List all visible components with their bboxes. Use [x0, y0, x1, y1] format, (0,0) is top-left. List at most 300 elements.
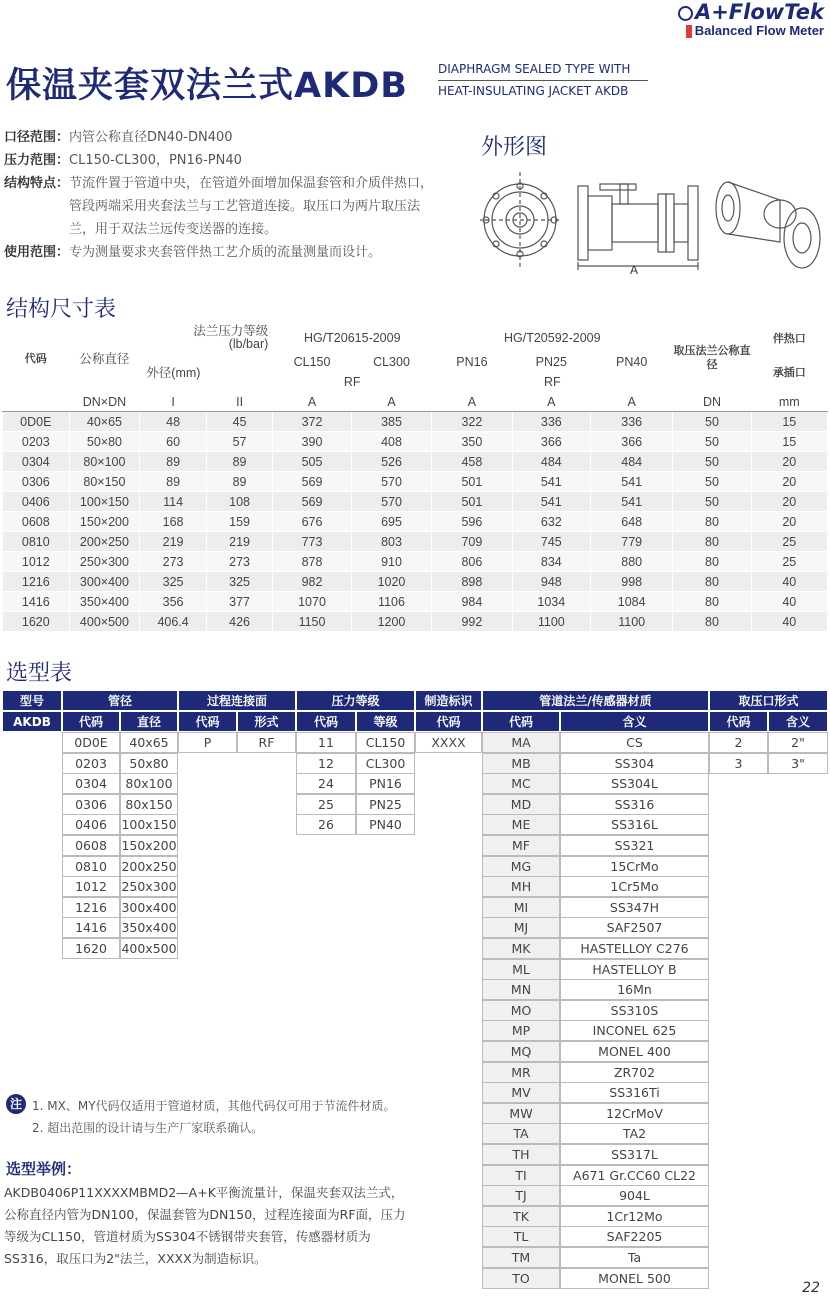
flange-3d-right — [784, 208, 820, 268]
flange-right — [688, 186, 698, 260]
drawing-title: 外形图 — [481, 135, 548, 160]
spec-item — [4, 241, 444, 264]
spec-value: 专为测量要求夹套管伴热工艺介质的流量测量而设计。 — [69, 245, 382, 260]
example-text: AKDB0406P11XXXXMBMD2—A+K平衡流量计，保温夹套双法兰式，公称直径内管为DN100，保温套管为DN150，过程连接面为RF面，压力等级为CL150，管道材质为SS304不锈钢带夹套管，传感器材质为SS316，取压口为2"法兰，XXXX为制造标识。 — [4, 1185, 406, 1266]
sel-header: 过程连接面 — [178, 690, 296, 711]
jacket-pipe — [612, 204, 658, 242]
material-code: MF — [482, 835, 560, 856]
pipe-size: 150x200 — [120, 835, 178, 856]
table-cell: 50×80 — [69, 432, 140, 452]
table-cell: 322 — [432, 412, 512, 432]
table-cell: 40 — [751, 572, 827, 592]
unit-a: A — [432, 392, 512, 412]
col-pn25: PN25 — [512, 352, 590, 372]
col-pressure-head — [140, 325, 273, 352]
table-cell: 1034 — [512, 592, 590, 612]
sel-section-title: 选型表 — [6, 661, 73, 686]
material-code: MH — [482, 876, 560, 897]
material-name: SS316 — [560, 794, 709, 815]
table-cell: 25 — [751, 552, 827, 572]
pressure-code: 26 — [296, 814, 356, 835]
table-row — [3, 572, 828, 592]
material-name: SS316L — [560, 814, 709, 835]
table-cell: 325 — [140, 572, 207, 592]
material-code: MN — [482, 979, 560, 1000]
sel-header: 管径 — [62, 690, 178, 711]
material-name: CS — [560, 732, 709, 753]
dim-label: A — [630, 263, 639, 277]
material-code: MJ — [482, 917, 560, 938]
material-name: SAF2507 — [560, 917, 709, 938]
table-cell: 0203 — [3, 432, 70, 452]
table-cell: 20 — [751, 492, 827, 512]
table-cell: 501 — [432, 472, 512, 492]
table-cell: 880 — [591, 552, 673, 572]
table-cell: 779 — [591, 532, 673, 552]
table-cell: 803 — [351, 532, 431, 552]
tap-code: 2 — [709, 732, 768, 753]
material-code: TA — [482, 1123, 560, 1144]
sel-header: 压力等级 — [296, 690, 415, 711]
table-cell: 80 — [673, 612, 751, 632]
table-cell: 426 — [206, 612, 272, 632]
table-cell: 709 — [432, 532, 512, 552]
col-code: 代码 — [3, 325, 70, 392]
pressure-grade: CL150 — [356, 732, 415, 753]
table-cell: 745 — [512, 532, 590, 552]
unit-a: A — [351, 392, 431, 412]
spec-value: 节流件置于管道中央，在管道外面增加保温套管和介质伴热口，管段两端采用夹套法兰与工艺管道连接。取压口为两片取压法兰，用于双法兰远传变送器的连接。 — [69, 176, 434, 237]
table-cell: 695 — [351, 512, 431, 532]
tap-code: 3 — [709, 753, 768, 774]
pressure-code: 25 — [296, 794, 356, 815]
table-cell: 408 — [351, 432, 431, 452]
english-subtitle — [438, 59, 648, 101]
material-code: MW — [482, 1103, 560, 1124]
spec-item — [4, 126, 444, 149]
sel-header: 型号 — [2, 690, 62, 711]
table-cell: 325 — [206, 572, 272, 592]
table-cell: 806 — [432, 552, 512, 572]
outline-drawing — [480, 170, 830, 280]
pressure-grade: PN40 — [356, 814, 415, 835]
table-cell: 273 — [140, 552, 207, 572]
pipe-size: 80x100 — [120, 773, 178, 794]
material-code: MR — [482, 1062, 560, 1083]
table-cell: 1150 — [273, 612, 351, 632]
unit-a: A — [591, 392, 673, 412]
spec-key: 口径范围： — [4, 130, 70, 145]
unit-a: A — [512, 392, 590, 412]
col-nominal: 公称直径 — [69, 325, 140, 392]
table-cell: 878 — [273, 552, 351, 572]
pipe-size: 350x400 — [120, 917, 178, 938]
pipe-code: 1620 — [62, 938, 120, 959]
table-cell: 80×150 — [69, 472, 140, 492]
pipe-code: 1216 — [62, 897, 120, 918]
unit-dn-tap: DN — [673, 392, 751, 412]
pressure-code: 24 — [296, 773, 356, 794]
spec-key: 使用范围： — [4, 245, 70, 260]
table-cell: 982 — [273, 572, 351, 592]
material-code: MP — [482, 1020, 560, 1041]
logo-tagline: Balanced Flow Meter — [694, 23, 824, 38]
material-name: MONEL 400 — [560, 1041, 709, 1062]
table-cell: 60 — [140, 432, 207, 452]
dimension-table — [2, 324, 828, 632]
table-cell: 50 — [673, 472, 751, 492]
sel-subheader: 代码 — [62, 711, 120, 732]
pipe-code: 1012 — [62, 876, 120, 897]
table-cell: 1020 — [351, 572, 431, 592]
lbbar-label: (lb/bar) — [228, 337, 269, 351]
table-cell: 350 — [432, 432, 512, 452]
material-name: MONEL 500 — [560, 1268, 709, 1289]
flange-3d-left — [716, 182, 740, 234]
material-code: TL — [482, 1226, 560, 1247]
table-cell: 80 — [673, 592, 751, 612]
material-name: ZR702 — [560, 1062, 709, 1083]
material-name: HASTELLOY B — [560, 959, 709, 980]
material-code: TM — [482, 1247, 560, 1268]
subtitle-line-2: HEAT-INSULATING JACKET AKDB — [438, 84, 629, 98]
table-cell: 15 — [751, 412, 827, 432]
col-blank — [3, 392, 70, 412]
table-cell: 1012 — [3, 552, 70, 572]
example-title: 选型举例： — [6, 1160, 82, 1178]
table-cell: 541 — [512, 492, 590, 512]
dim-section-title: 结构尺寸表 — [6, 297, 117, 322]
sel-subheader: 代码 — [178, 711, 237, 732]
pressure-code: 12 — [296, 753, 356, 774]
sel-header: 管道法兰/传感器材质 — [482, 690, 709, 711]
table-cell: 356 — [140, 592, 207, 612]
unit-dn: DN×DN — [69, 392, 140, 412]
table-cell: 20 — [751, 472, 827, 492]
material-code: MV — [482, 1082, 560, 1103]
table-cell: 385 — [351, 412, 431, 432]
table-cell: 377 — [206, 592, 272, 612]
table-cell: 400×500 — [69, 612, 140, 632]
table-cell: 570 — [351, 472, 431, 492]
sel-subheader: 含义 — [768, 711, 828, 732]
material-code: MA — [482, 732, 560, 753]
pipe-size: 250x300 — [120, 876, 178, 897]
tap-form: 2" — [768, 732, 828, 753]
material-code: MG — [482, 856, 560, 877]
material-name: 16Mn — [560, 979, 709, 1000]
material-name: 904L — [560, 1185, 709, 1206]
table-row — [3, 432, 828, 452]
unit-a: A — [273, 392, 351, 412]
pressure-grade: PN16 — [356, 773, 415, 794]
material-code: MC — [482, 773, 560, 794]
tap-form: 3" — [768, 753, 828, 774]
table-cell: 114 — [140, 492, 207, 512]
pipe-code: 0608 — [62, 835, 120, 856]
material-name: SAF2205 — [560, 1226, 709, 1247]
sel-header: 制造标识 — [415, 690, 482, 711]
pipe-size: 50x80 — [120, 753, 178, 774]
sel-subheader: 等级 — [356, 711, 415, 732]
pipe-code: 0D0E — [62, 732, 120, 753]
material-code: TH — [482, 1144, 560, 1165]
table-cell: 25 — [751, 532, 827, 552]
pipe-size: 80x150 — [120, 794, 178, 815]
col-rf2: RF — [432, 372, 673, 392]
page-number: 22 — [802, 1280, 820, 1296]
table-cell: 15 — [751, 432, 827, 452]
table-cell: 484 — [512, 452, 590, 472]
material-name: Ta — [560, 1247, 709, 1268]
spec-item — [4, 149, 444, 172]
table-cell: 50 — [673, 492, 751, 512]
col-cl150: CL150 — [273, 352, 351, 372]
pressure-label: 法兰压力等级 — [193, 324, 269, 338]
table-cell: 541 — [591, 492, 673, 512]
material-name: 1Cr12Mo — [560, 1206, 709, 1227]
table-cell: 773 — [273, 532, 351, 552]
table-cell: 458 — [432, 452, 512, 472]
table-cell: 570 — [351, 492, 431, 512]
col-hg1: HG/T20615-2009 — [273, 325, 432, 352]
table-row — [3, 472, 828, 492]
table-cell: 372 — [273, 412, 351, 432]
pipe-code: 1416 — [62, 917, 120, 938]
material-name: TA2 — [560, 1123, 709, 1144]
material-code: ML — [482, 959, 560, 980]
table-cell: 1416 — [3, 592, 70, 612]
table-cell: 569 — [273, 492, 351, 512]
sel-header: 取压口形式 — [709, 690, 828, 711]
material-name: SS316Ti — [560, 1082, 709, 1103]
pipe-code: 0306 — [62, 794, 120, 815]
col-rf1: RF — [273, 372, 432, 392]
table-cell: 50 — [673, 412, 751, 432]
table-cell: 50 — [673, 432, 751, 452]
material-name: A671 Gr.CC60 CL22 — [560, 1165, 709, 1186]
table-cell: 910 — [351, 552, 431, 572]
table-cell: 569 — [273, 472, 351, 492]
table-cell: 336 — [591, 412, 673, 432]
spec-key: 结构特点： — [4, 176, 70, 191]
table-cell: 80 — [673, 552, 751, 572]
table-cell: 80 — [673, 512, 751, 532]
sel-subheader: 代码 — [482, 711, 560, 732]
table-cell: 89 — [140, 452, 207, 472]
table-cell: 526 — [351, 452, 431, 472]
table-cell: 1070 — [273, 592, 351, 612]
sel-subheader: 代码 — [709, 711, 768, 732]
note-item: 1. MX、MY代码仅适用于管道材质，其他代码仅可用于节流件材质。 — [32, 1099, 396, 1113]
mark-code: XXXX — [415, 732, 482, 753]
table-cell: 100×150 — [69, 492, 140, 512]
material-code: MK — [482, 938, 560, 959]
sel-subheader: 形式 — [237, 711, 296, 732]
material-name: SS310S — [560, 1000, 709, 1021]
table-cell: 541 — [591, 472, 673, 492]
pipe-size: 40x65 — [120, 732, 178, 753]
table-cell: 541 — [512, 472, 590, 492]
table-cell: 948 — [512, 572, 590, 592]
table-cell: 1100 — [591, 612, 673, 632]
table-cell: 300×400 — [69, 572, 140, 592]
table-cell: 0810 — [3, 532, 70, 552]
table-cell: 0608 — [3, 512, 70, 532]
table-row — [3, 512, 828, 532]
material-code: TO — [482, 1268, 560, 1289]
pressure-grade: CL300 — [356, 753, 415, 774]
pipe-code: 0304 — [62, 773, 120, 794]
spec-value: 内管公称直径DN40-DN400 — [69, 130, 233, 145]
col-cl300: CL300 — [351, 352, 431, 372]
pipe-size: 400x500 — [120, 938, 178, 959]
table-row — [3, 452, 828, 472]
table-cell: 0306 — [3, 472, 70, 492]
table-cell: 350×400 — [69, 592, 140, 612]
table-cell: 159 — [206, 512, 272, 532]
table-cell: 80 — [673, 572, 751, 592]
material-name: SS304L — [560, 773, 709, 794]
material-code: ME — [482, 814, 560, 835]
col-pn40: PN40 — [591, 352, 673, 372]
table-cell: 45 — [206, 412, 272, 432]
table-cell: 0406 — [3, 492, 70, 512]
table-cell: 366 — [591, 432, 673, 452]
material-code: MD — [482, 794, 560, 815]
unit-i: I — [140, 392, 207, 412]
table-cell: 648 — [591, 512, 673, 532]
material-name: 1Cr5Mo — [560, 876, 709, 897]
table-row — [3, 552, 828, 572]
unit-mm: mm — [751, 392, 827, 412]
material-code: TJ — [482, 1185, 560, 1206]
table-cell: 20 — [751, 512, 827, 532]
table-cell: 834 — [512, 552, 590, 572]
table-cell: 200×250 — [69, 532, 140, 552]
table-cell: 40 — [751, 612, 827, 632]
logo-bar-icon — [686, 25, 692, 38]
table-cell: 168 — [140, 512, 207, 532]
pipe-size: 100x150 — [120, 814, 178, 835]
material-code: TK — [482, 1206, 560, 1227]
col-pn16: PN16 — [432, 352, 512, 372]
pressure-grade: PN25 — [356, 794, 415, 815]
material-code: MB — [482, 753, 560, 774]
table-cell: 984 — [432, 592, 512, 612]
flange-left — [578, 186, 588, 260]
pipe-code: 0810 — [62, 856, 120, 877]
material-name: SS317L — [560, 1144, 709, 1165]
table-cell: 406.4 — [140, 612, 207, 632]
table-cell: 1200 — [351, 612, 431, 632]
pipe-size: 300x400 — [120, 897, 178, 918]
table-cell: 89 — [206, 452, 272, 472]
material-code: MI — [482, 897, 560, 918]
col-tap — [673, 325, 751, 392]
table-row — [3, 532, 828, 552]
table-cell: 250×300 — [69, 552, 140, 572]
table-cell: 150×200 — [69, 512, 140, 532]
table-cell: 366 — [512, 432, 590, 452]
table-cell: 632 — [512, 512, 590, 532]
material-code: MQ — [482, 1041, 560, 1062]
table-cell: 89 — [206, 472, 272, 492]
page-title: 保温夹套双法兰式AKDB — [6, 66, 408, 106]
material-name: SS347H — [560, 897, 709, 918]
material-name: HASTELLOY C276 — [560, 938, 709, 959]
spec-list — [4, 126, 444, 264]
spec-item — [4, 172, 444, 241]
table-cell: 40 — [751, 592, 827, 612]
table-row — [3, 492, 828, 512]
table-cell: 89 — [140, 472, 207, 492]
table-cell: 1620 — [3, 612, 70, 632]
unit-ii: II — [206, 392, 272, 412]
material-code: TI — [482, 1165, 560, 1186]
sel-subheader: 代码 — [415, 711, 482, 732]
sel-subheader: AKDB — [2, 711, 62, 732]
spec-key: 压力范围： — [4, 153, 70, 168]
pipe-size: 200x250 — [120, 856, 178, 877]
table-cell: 596 — [432, 512, 512, 532]
table-cell: 505 — [273, 452, 351, 472]
table-cell: 676 — [273, 512, 351, 532]
brand-logo — [678, 0, 824, 38]
material-name: SS321 — [560, 835, 709, 856]
note-item: 2. 超出范围的设计请与生产厂家联系确认。 — [32, 1121, 264, 1135]
material-name: 12CrMoV — [560, 1103, 709, 1124]
table-cell: 992 — [432, 612, 512, 632]
col-socket: 承插口 — [751, 352, 827, 392]
table-cell: 80 — [673, 532, 751, 552]
material-name: 15CrMo — [560, 856, 709, 877]
table-row — [3, 412, 828, 432]
table-cell: 1216 — [3, 572, 70, 592]
logo-text: A+FlowTek — [694, 0, 824, 24]
sel-subheader: 含义 — [560, 711, 709, 732]
notes — [32, 1095, 396, 1139]
table-cell: 898 — [432, 572, 512, 592]
table-row — [3, 612, 828, 632]
logo-ring-icon — [678, 6, 693, 21]
table-cell: 40×65 — [69, 412, 140, 432]
subtitle-line-1: DIAPHRAGM SEALED TYPE WITH — [438, 59, 648, 81]
table-cell: 219 — [140, 532, 207, 552]
table-cell: 50 — [673, 452, 751, 472]
pipe-code: 0406 — [62, 814, 120, 835]
table-row — [3, 592, 828, 612]
table-cell: 1084 — [591, 592, 673, 612]
table-cell: 998 — [591, 572, 673, 592]
col-od: 外径(mm) — [140, 352, 273, 392]
material-code: MO — [482, 1000, 560, 1021]
table-cell: 1100 — [512, 612, 590, 632]
conn-form: RF — [237, 732, 296, 753]
tap-label: 取压法兰公称直径 — [673, 345, 751, 371]
table-cell: 48 — [140, 412, 207, 432]
conn-code: P — [178, 732, 237, 753]
col-hg2: HG/T20592-2009 — [432, 325, 673, 352]
material-name: SS304 — [560, 753, 709, 774]
table-cell: 501 — [432, 492, 512, 512]
sel-subheader: 代码 — [296, 711, 356, 732]
table-cell: 219 — [206, 532, 272, 552]
table-cell: 484 — [591, 452, 673, 472]
table-cell: 20 — [751, 452, 827, 472]
table-cell: 273 — [206, 552, 272, 572]
pressure-code: 11 — [296, 732, 356, 753]
